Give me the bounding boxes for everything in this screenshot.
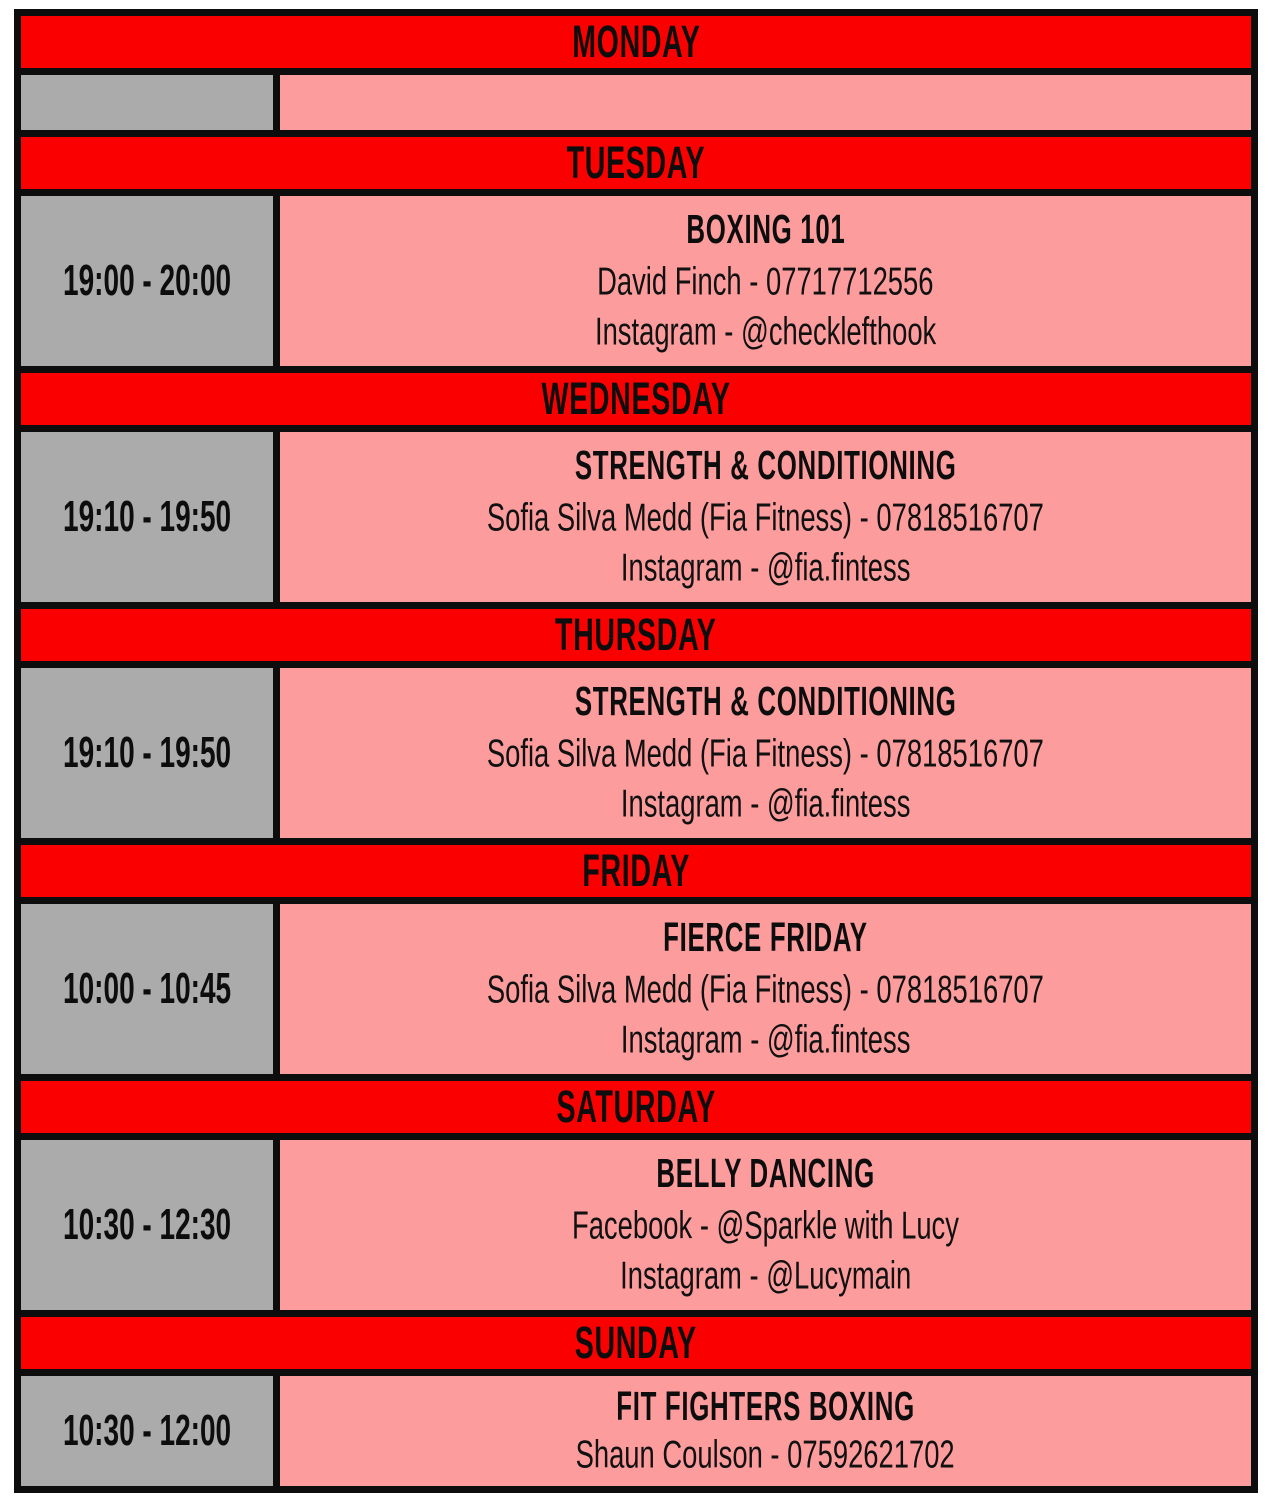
day-header-friday — [21, 845, 1251, 897]
time-cell-friday — [21, 904, 273, 1074]
day-header-wednesday — [21, 373, 1251, 425]
class-social-thursday: Instagram - @fia.fintess — [620, 781, 911, 826]
time-cell-saturday — [21, 1140, 273, 1310]
class-title-saturday: BELLY DANCING — [656, 1151, 875, 1197]
class-contact-sunday: Shaun Coulson - 07592621702 — [575, 1433, 956, 1477]
time-range-wednesday: 19:10 - 19:50 — [62, 492, 232, 541]
class-title-wednesday: STRENGTH & CONDITIONING — [574, 443, 957, 489]
day-header-tuesday — [21, 137, 1251, 189]
day-row-tuesday — [21, 196, 1251, 366]
day-name-tuesday: TUESDAY — [566, 137, 706, 188]
class-cell-sunday — [280, 1376, 1251, 1486]
day-row-thursday — [21, 668, 1251, 838]
time-range-tuesday: 19:00 - 20:00 — [62, 256, 232, 305]
day-name-wednesday: WEDNESDAY — [541, 373, 731, 424]
class-title-sunday: FIT FIGHTERS BOXING — [616, 1383, 915, 1430]
class-cell-wednesday — [280, 432, 1251, 602]
time-cell-wednesday — [21, 432, 273, 602]
class-contact-wednesday: Sofia Silva Medd (Fia Fitness) - 07818516707 — [486, 495, 1045, 539]
class-title-thursday: STRENGTH & CONDITIONING — [574, 679, 957, 725]
time-range-saturday: 10:30 - 12:30 — [62, 1200, 232, 1249]
weekly-schedule-table — [14, 9, 1258, 1493]
day-name-friday: FRIDAY — [582, 845, 690, 896]
day-row-saturday — [21, 1140, 1251, 1310]
class-contact-thursday: Sofia Silva Medd (Fia Fitness) - 07818516707 — [486, 731, 1045, 775]
class-social-tuesday: Instagram - @checklefthook — [594, 309, 937, 354]
time-range-friday: 10:00 - 10:45 — [62, 964, 232, 1013]
day-row-monday — [21, 75, 1251, 130]
day-header-saturday — [21, 1081, 1251, 1133]
class-facebook-saturday: Facebook - @Sparkle with Lucy — [572, 1203, 959, 1247]
day-name-saturday: SATURDAY — [556, 1081, 716, 1132]
day-row-wednesday — [21, 432, 1251, 602]
day-row-sunday — [21, 1376, 1251, 1486]
time-cell-thursday — [21, 668, 273, 838]
time-cell-monday — [21, 75, 273, 130]
class-cell-saturday — [280, 1140, 1251, 1310]
class-title-tuesday: BOXING 101 — [685, 207, 846, 253]
time-cell-sunday — [21, 1376, 273, 1486]
day-header-sunday — [21, 1317, 1251, 1369]
class-cell-tuesday — [280, 196, 1251, 366]
class-cell-thursday — [280, 668, 1251, 838]
class-cell-friday — [280, 904, 1251, 1074]
day-name-sunday: SUNDAY — [574, 1317, 698, 1368]
class-social-wednesday: Instagram - @fia.fintess — [620, 545, 911, 590]
class-contact-tuesday: David Finch - 07717712556 — [597, 259, 934, 303]
class-instagram-saturday: Instagram - @Lucymain — [619, 1253, 912, 1298]
class-title-friday: FIERCE FRIDAY — [663, 915, 868, 961]
day-row-friday — [21, 904, 1251, 1074]
time-cell-tuesday — [21, 196, 273, 366]
day-header-thursday — [21, 609, 1251, 661]
class-contact-friday: Sofia Silva Medd (Fia Fitness) - 07818516707 — [486, 967, 1045, 1011]
time-range-thursday: 19:10 - 19:50 — [62, 728, 232, 777]
day-name-thursday: THURSDAY — [555, 609, 717, 660]
class-social-friday: Instagram - @fia.fintess — [620, 1017, 911, 1062]
day-name-monday: MONDAY — [571, 16, 701, 67]
class-cell-monday — [280, 75, 1251, 130]
day-header-monday — [21, 16, 1251, 68]
time-range-sunday: 10:30 - 12:00 — [62, 1406, 232, 1455]
